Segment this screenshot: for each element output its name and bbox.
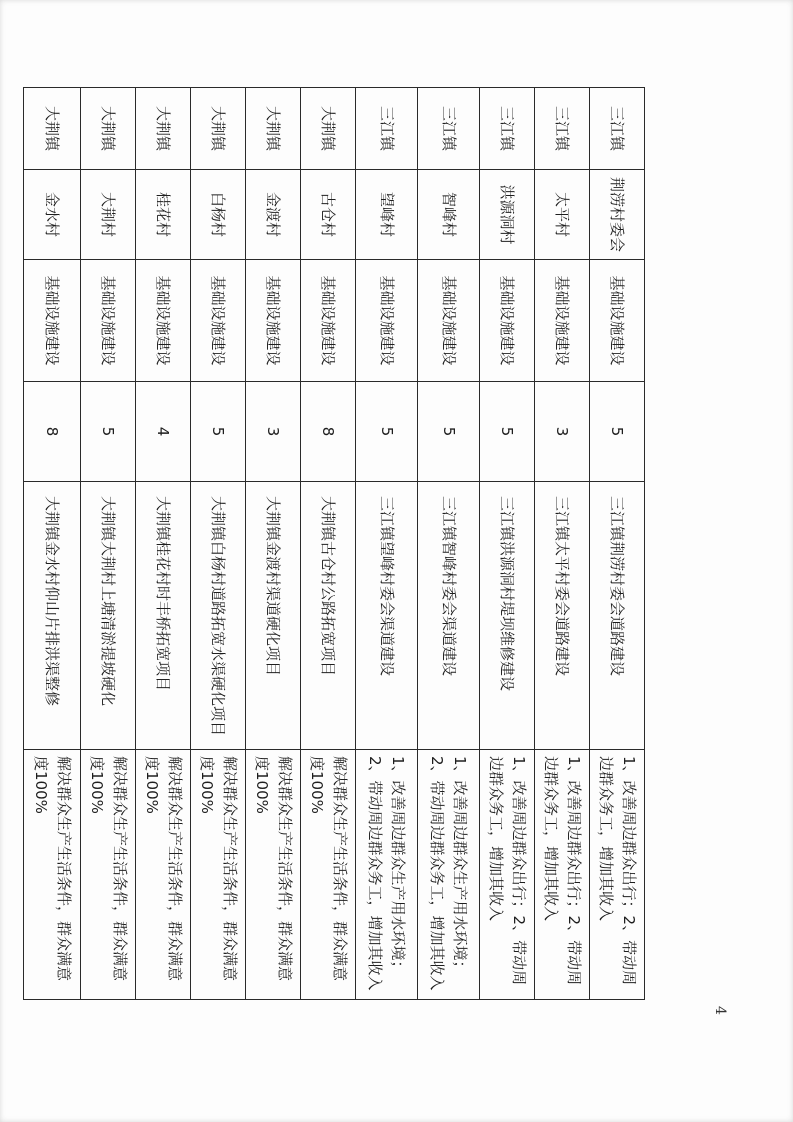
amount-cell: 5 [590,382,645,482]
table-row [24,88,81,1000]
project-cell: 大荆镇桂花村时丰桥拓宽项目 [136,482,191,750]
table-row [418,88,480,1000]
benefit-cell: 1、改善周边群众出行；2、带动周边群众务工，增加其收入 [590,750,645,1000]
table-row [246,88,301,1000]
amount-cell: 8 [24,382,81,482]
category-cell: 基础设施建设 [301,260,356,382]
benefit-cell: 解决群众生产生活条件，群众满意度100% [246,750,301,1000]
town-cell: 大荆镇 [191,88,246,170]
benefit-cell: 解决群众生产生活条件，群众满意度100% [24,750,81,1000]
category-cell: 基础设施建设 [191,260,246,382]
benefit-cell: 1、改善周边群众出行；2、带动周边群众务工，增加其收入 [535,750,590,1000]
category-cell: 基础设施建设 [480,260,535,382]
amount-cell: 5 [356,382,418,482]
town-cell: 三江镇 [590,88,645,170]
project-cell: 三江镇智峰村委会渠道建设 [418,482,480,750]
village-cell: 金渡村 [246,170,301,260]
table-row [301,88,356,1000]
amount-cell: 3 [246,382,301,482]
project-cell: 三江镇太平村委会道路建设 [535,482,590,750]
amount-cell: 4 [136,382,191,482]
amount-cell: 5 [480,382,535,482]
project-cell: 三江镇望峰村委会渠道建设 [356,482,418,750]
town-cell: 大荆镇 [301,88,356,170]
village-cell: 桂花村 [136,170,191,260]
project-cell: 大荆镇金渡村渠道硬化项目 [246,482,301,750]
town-cell: 大荆镇 [81,88,136,170]
town-cell: 三江镇 [480,88,535,170]
table-row [535,88,590,1000]
table-row [356,88,418,1000]
category-cell: 基础设施建设 [81,260,136,382]
amount-cell: 8 [301,382,356,482]
project-cell: 大荆镇白杨村道路拓宽水渠硬化项目 [191,482,246,750]
village-cell: 荆涝村委会 [590,170,645,260]
town-cell: 三江镇 [418,88,480,170]
project-cell: 三江镇荆涝村委会道路建设 [590,482,645,750]
project-table [23,87,645,1000]
village-cell: 望峰村 [356,170,418,260]
table-row [81,88,136,1000]
amount-cell: 5 [81,382,136,482]
town-cell: 大荆镇 [24,88,81,170]
project-cell: 大荆镇大荆村上塘清淤提坡硬化 [81,482,136,750]
table-row [480,88,535,1000]
category-cell: 基础设施建设 [356,260,418,382]
table-row [136,88,191,1000]
category-cell: 基础设施建设 [590,260,645,382]
village-cell: 古仓村 [301,170,356,260]
project-cell: 大荆镇古仓村公路拓宽项目 [301,482,356,750]
town-cell: 大荆镇 [246,88,301,170]
village-cell: 大荆村 [81,170,136,260]
category-cell: 基础设施建设 [136,260,191,382]
category-cell: 基础设施建设 [246,260,301,382]
village-cell: 智峰村 [418,170,480,260]
benefit-cell: 解决群众生产生活条件，群众满意度100% [191,750,246,1000]
town-cell: 三江镇 [356,88,418,170]
amount-cell: 5 [191,382,246,482]
benefit-cell: 1、改善周边群众出行；2、带动周边群众务工，增加其收入 [480,750,535,1000]
page-number: 4 [712,1006,728,1015]
project-cell: 大荆镇金水村仰山片排洪渠整修 [24,482,81,750]
benefit-cell: 解决群众生产生活条件，群众满意度100% [81,750,136,1000]
village-cell: 金水村 [24,170,81,260]
category-cell: 基础设施建设 [535,260,590,382]
village-cell: 太平村 [535,170,590,260]
amount-cell: 5 [418,382,480,482]
amount-cell: 3 [535,382,590,482]
rotated-table-container [32,87,645,999]
benefit-cell: 1、改善周边群众生产用水环境；2、带动周边群众务工，增加其收入 [418,750,480,1000]
category-cell: 基础设施建设 [418,260,480,382]
table-row [191,88,246,1000]
benefit-cell: 解决群众生产生活条件，群众满意度100% [301,750,356,1000]
benefit-cell: 解决群众生产生活条件，群众满意度100% [136,750,191,1000]
village-cell: 洪源洞村 [480,170,535,260]
town-cell: 三江镇 [535,88,590,170]
project-table-body [24,88,645,1000]
village-cell: 白杨村 [191,170,246,260]
project-cell: 三江镇洪源洞村堤坝维修建设 [480,482,535,750]
category-cell: 基础设施建设 [24,260,81,382]
town-cell: 大荆镇 [136,88,191,170]
table-row [590,88,645,1000]
benefit-cell: 1、改善周边群众生产用水环境；2、带动周边群众务工，增加其收入 [356,750,418,1000]
